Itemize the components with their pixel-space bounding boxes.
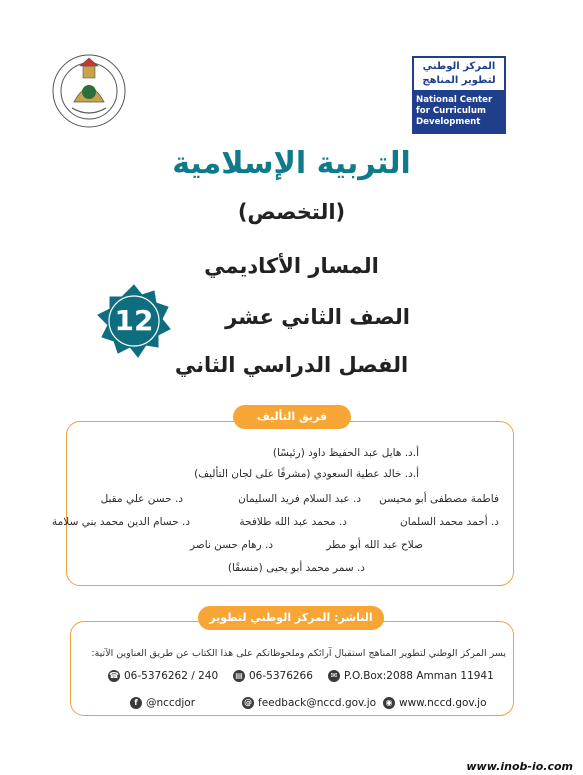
watermark: www.inob-io.com	[466, 760, 573, 773]
author-member: د. رهام حسن ناصر	[189, 539, 273, 551]
email-contact[interactable]	[242, 697, 376, 709]
pobox-contact[interactable]	[328, 670, 494, 682]
at-icon: @	[244, 698, 252, 707]
author-member: د. حسام الدين محمد بني سلامة	[52, 516, 190, 528]
author-coordinator: د. سمر محمد أبو يحيى (منسقًا)	[227, 562, 365, 574]
author-member: د. عبد السلام فريد السليمان	[238, 493, 361, 505]
email-address: feedback@nccd.gov.jo	[258, 697, 377, 709]
nccd-logo-english	[412, 90, 506, 134]
nccd-logo	[412, 56, 506, 134]
book-title: التربية الإسلامية	[172, 146, 411, 181]
fax-number: 06-5376266	[249, 670, 313, 682]
academic-track: المسار الأكاديمي	[204, 254, 379, 278]
author-member: د. أحمد محمد السلمان	[400, 516, 499, 528]
nccd-logo-english-line3: Development	[416, 117, 481, 127]
phone-number: 06-5376262 / 240	[124, 670, 219, 682]
pobox-address: P.O.Box:2088 Amman 11941	[344, 670, 494, 682]
author-lead: أ.د. هايل عبد الحفيظ داود (رئيسًا)	[272, 447, 419, 459]
phone-icon: ☎	[109, 671, 119, 680]
facebook-contact[interactable]	[130, 697, 195, 709]
author-member: فاطمة مصطفى أبو محيسن	[379, 493, 499, 505]
authors-heading: فريق التأليف	[233, 405, 351, 429]
nccd-logo-arabic-line1: المركز الوطني	[422, 61, 496, 72]
nccd-logo-arabic-line2: لتطوير المناهج	[422, 75, 496, 86]
semester-label: الفصل الدراسي الثاني	[174, 353, 409, 377]
website-url: www.nccd.gov.jo	[399, 697, 487, 709]
publisher-heading: الناشر: المركز الوطني لتطوير المناهج	[198, 606, 384, 630]
book-subtitle: (التخصص)	[237, 200, 346, 224]
fax-icon: ▤	[233, 670, 245, 682]
nccd-logo-english-line2: for Curriculum	[416, 106, 486, 116]
web-icon: ◉	[383, 697, 395, 709]
author-member: د. محمد عبد الله طلافحة	[239, 516, 347, 528]
nccd-logo-arabic	[412, 56, 506, 90]
website-contact[interactable]	[383, 697, 487, 709]
fax-contact[interactable]	[233, 670, 313, 682]
author-member: د. حسن علي مقبل	[100, 493, 183, 505]
nccd-logo-english-line1: National Center	[416, 95, 493, 105]
grade-label: الصف الثاني عشر	[225, 305, 410, 329]
author-supervisor: أ.د. خالد عطية السعودي (مشرفًا على لجان التأليف)	[194, 468, 419, 480]
facebook-handle: @nccdjor	[146, 697, 196, 709]
author-member: صلاح عبد الله أبو مطر	[326, 539, 423, 551]
phone-contact[interactable]	[108, 670, 218, 682]
facebook-icon: f	[130, 697, 142, 709]
grade-number: 12	[114, 304, 154, 337]
mail-icon: ✉	[328, 670, 340, 682]
publisher-note: يسر المركز الوطني لتطوير المناهج استقبال آرائكم وملحوظاتكم على هذا الكتاب عن طريق العناوين الآتية:	[91, 648, 506, 659]
jordan-emblem-icon	[44, 44, 134, 134]
